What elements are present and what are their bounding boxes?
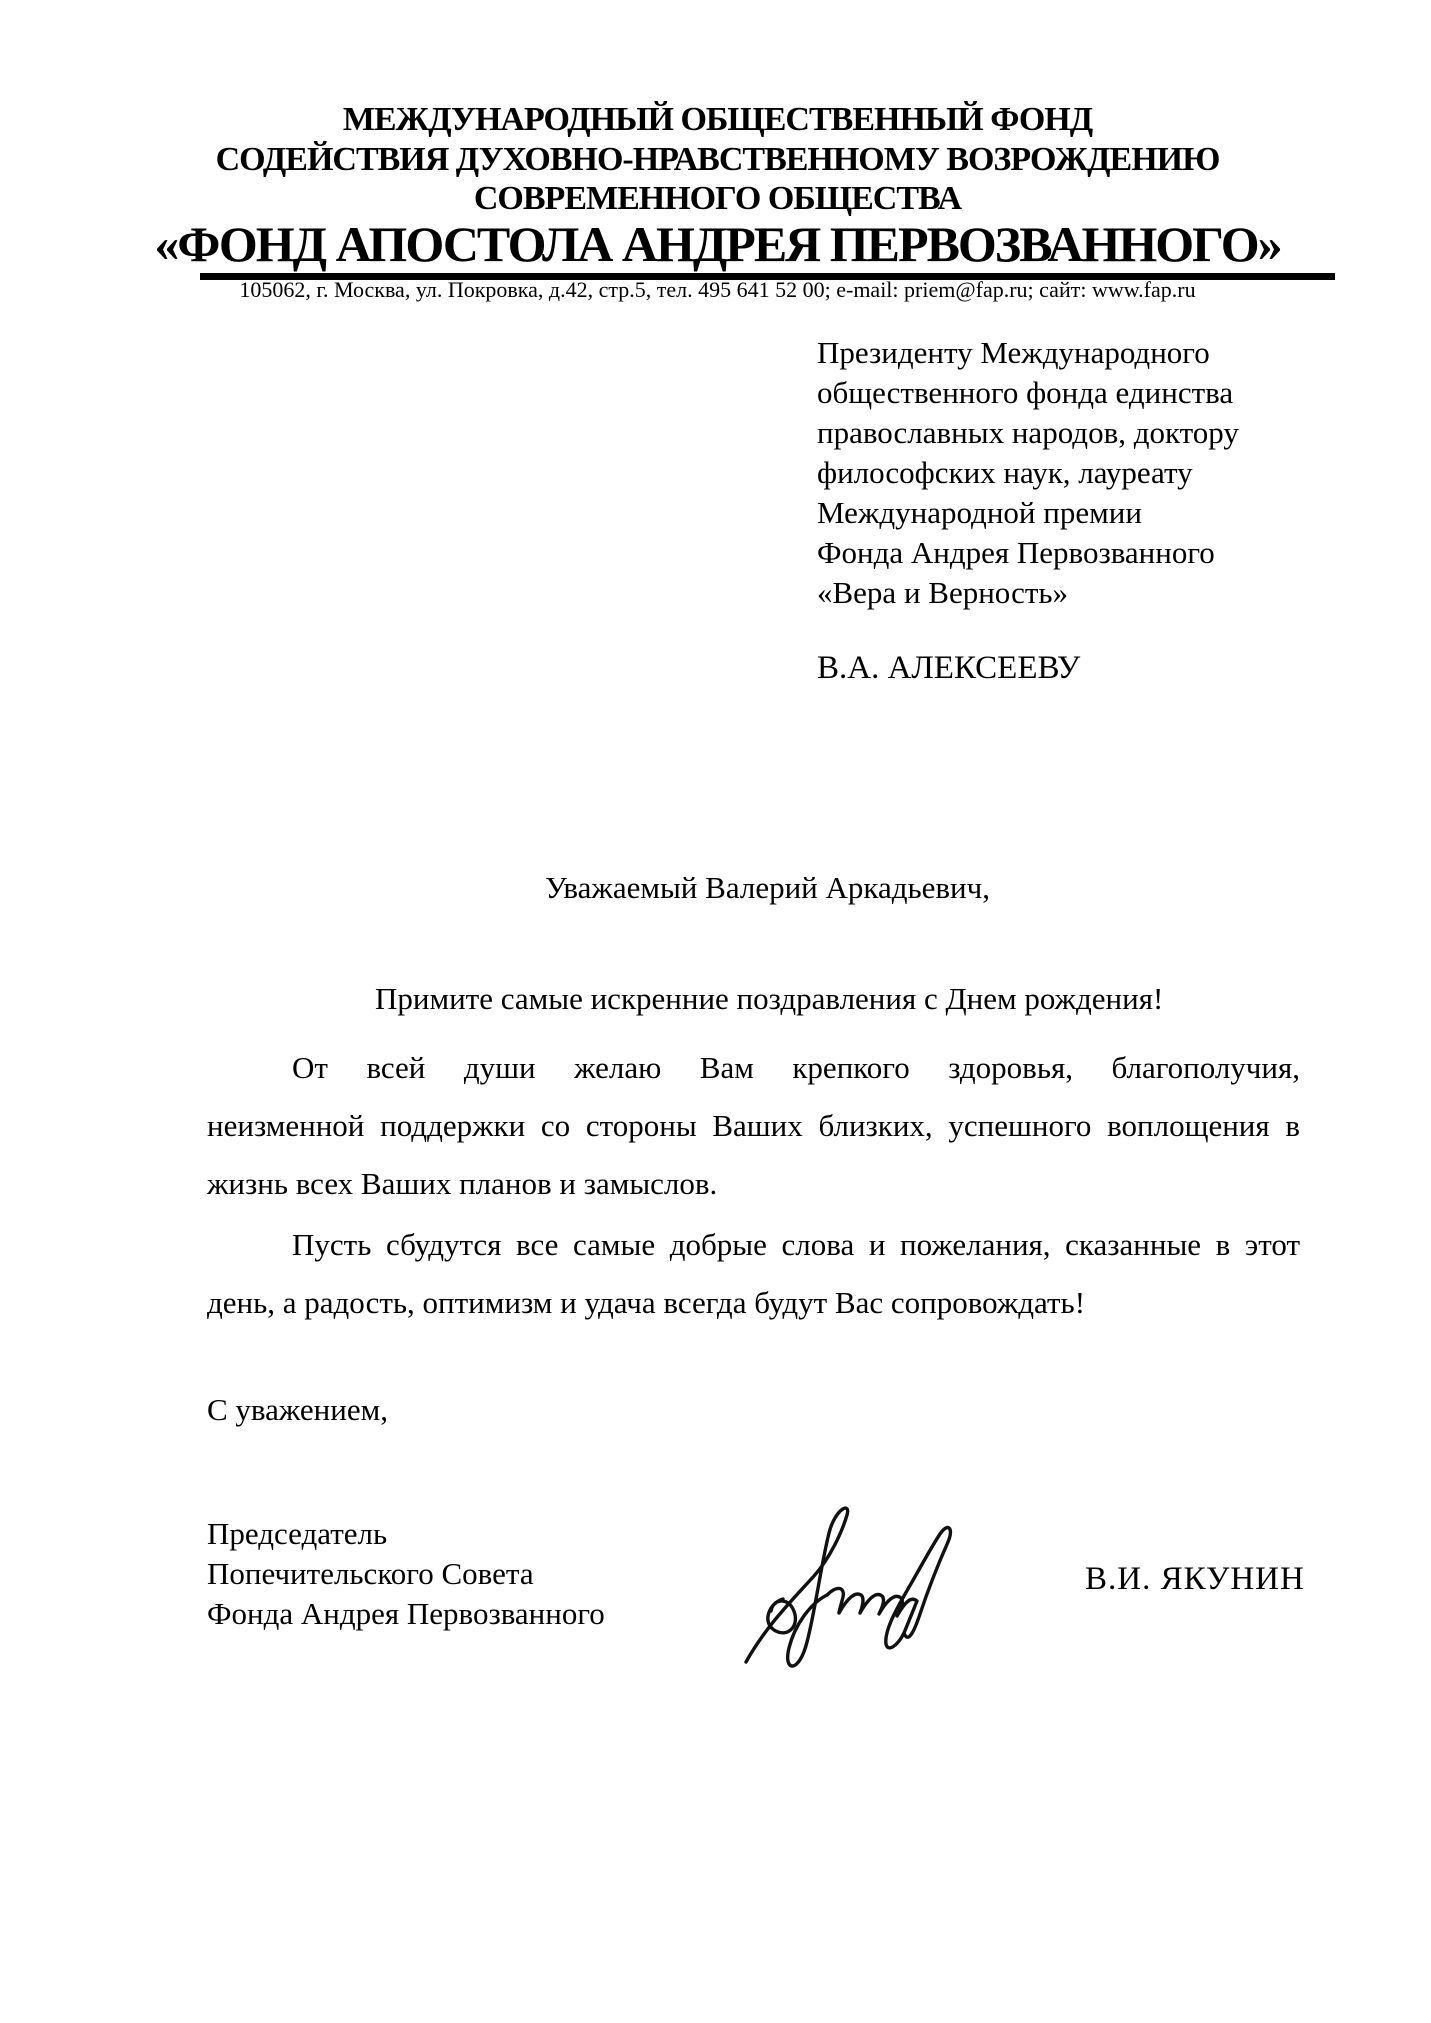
handwritten-signature <box>738 1502 963 1687</box>
body-paragraph-2-line: От всей души желаю Вам крепкого здоровья, благополучия, <box>292 1050 1300 1085</box>
body-paragraph-1: Примите самые искренние поздравления с Днем рождения! <box>375 981 1164 1016</box>
body-paragraph-3-line: Пусть сбудутся все самые добрые слова и пожелания, сказанные в этот <box>292 1227 1300 1262</box>
letterhead-org-line-3: СОВРЕМЕННОГО ОБЩЕСТВА <box>473 180 962 217</box>
salutation: Уважаемый Валерий Аркадьевич, <box>544 870 990 905</box>
recipient-line: «Вера и Верность» <box>817 575 1069 610</box>
letterhead-fund-name: «ФОНД АПОСТОЛА АНДРЕЯ ПЕРВОЗВАННОГО» <box>154 216 1281 272</box>
letterhead-org-line-1: МЕЖДУНАРОДНЫЙ ОБЩЕСТВЕННЫЙ ФОНД <box>342 101 1093 138</box>
body-paragraph-3-line: день, а радость, оптимизм и удача всегда будут Вас сопровождать! <box>207 1285 1086 1320</box>
recipient-block <box>817 333 1317 613</box>
signer-name: В.И. ЯКУНИН <box>1085 1561 1305 1597</box>
recipient-line: православных народов, доктору <box>817 415 1239 450</box>
signer-title-line: Председатель <box>207 1516 388 1551</box>
recipient-line: философских наук, лауреату <box>817 455 1193 490</box>
body-paragraph-2-line: неизменной поддержки со стороны Ваших близких, успешного воплощения в <box>207 1108 1300 1143</box>
body-paragraph-2-line: жизнь всех Ваших планов и замыслов. <box>207 1166 718 1201</box>
letterhead-org-line-2: СОДЕЙСТВИЯ ДУХОВНО-НРАВСТВЕННОМУ ВОЗРОЖДЕНИЮ <box>215 141 1220 178</box>
letterhead-contact-line: 105062, г. Москва, ул. Покровка, д.42, стр.5, тел. 495 641 52 00; e-mail: priem@fap.ru; сайт: www.fap.ru <box>239 277 1196 302</box>
recipient-line: общественного фонда единства <box>817 375 1234 410</box>
recipient-line: Президенту Международного <box>817 335 1210 370</box>
signer-title-line: Фонда Андрея Первозванного <box>207 1596 605 1631</box>
recipient-name: В.А. АЛЕКСЕЕВУ <box>817 650 1081 686</box>
signer-title-block <box>207 1514 767 1634</box>
body-paragraph-2 <box>207 1039 1300 1213</box>
closing-phrase: С уважением, <box>207 1392 388 1427</box>
recipient-line: Международной премии <box>817 495 1142 530</box>
body-paragraph-3 <box>207 1216 1300 1332</box>
signer-title-line: Попечительского Совета <box>207 1556 534 1591</box>
recipient-line: Фонда Андрея Первозванного <box>817 535 1215 570</box>
